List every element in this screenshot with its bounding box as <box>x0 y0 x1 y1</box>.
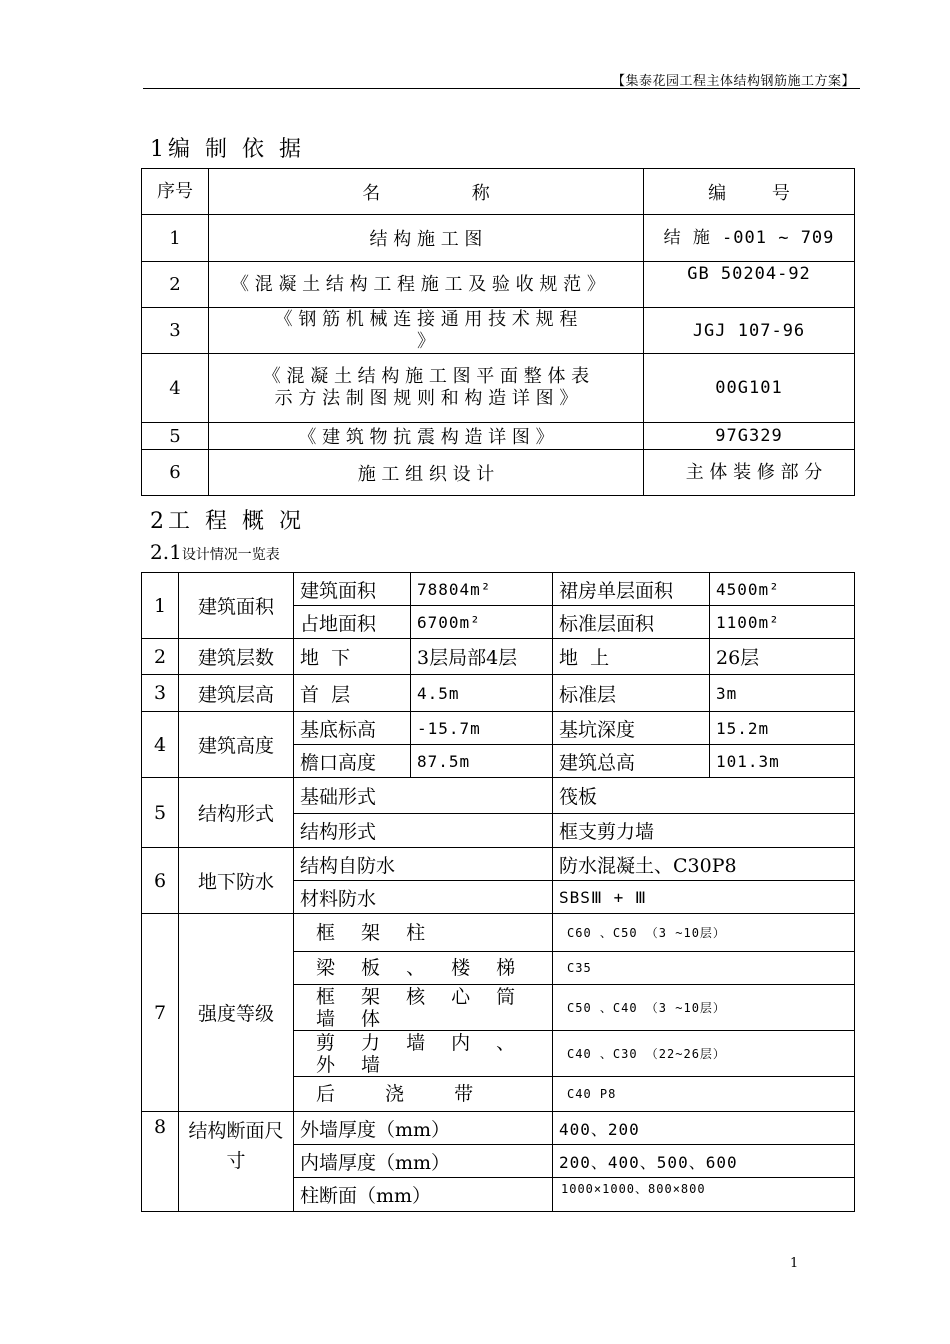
cell-value: 78804m² <box>411 573 553 606</box>
cell-value: C35 <box>553 952 855 985</box>
row-no: 7 <box>142 914 179 1112</box>
section-1-heading: 1编 制 依 据 <box>150 137 305 162</box>
subsection-number: 2.1 <box>150 540 182 564</box>
cell-value: C40 、C30 （22~26层） <box>553 1031 855 1077</box>
cell-label: 标准层面积 <box>553 606 710 639</box>
cell-value: C40 P8 <box>553 1077 855 1112</box>
cell-label: 梁 板 、 楼 梯 <box>294 952 553 985</box>
row-category: 建筑高度 <box>179 712 294 778</box>
row-category: 地下防水 <box>179 848 294 914</box>
cell-label: 框 架 柱 <box>294 914 553 952</box>
row-no: 6 <box>142 848 179 914</box>
row-no: 1 <box>142 573 179 639</box>
row-name: 《 混 凝 土 结 构 工 程 施 工 及 验 收 规 范 》 <box>209 262 644 308</box>
row-no: 1 <box>142 215 209 262</box>
table-row <box>142 450 855 496</box>
row-no: 2 <box>142 639 179 675</box>
cell-label: 剪 力 墙 内 、 外 墙 <box>294 1031 553 1077</box>
cell-value: 200、400、500、600 <box>553 1145 855 1178</box>
cell-value: 1000×1000、800×800 <box>553 1178 855 1212</box>
table-row <box>142 262 855 308</box>
row-code: 结 施 -001 ~ 709 <box>644 215 855 262</box>
cell-value: C60 、C50 （3 ~10层） <box>553 914 855 952</box>
table-row <box>142 573 855 606</box>
table-row <box>142 675 855 712</box>
row-code: 97G329 <box>644 423 855 450</box>
table-header-row <box>142 169 855 215</box>
row-name: 《 建 筑 物 抗 震 构 造 详 图 》 <box>209 423 644 450</box>
cell-value: C50 、C40 （3 ~10层） <box>553 985 855 1031</box>
table-row <box>142 778 855 814</box>
cell-value: 1100m² <box>710 606 855 639</box>
cell-label: 建筑面积 <box>294 573 411 606</box>
section-2-1-heading <box>150 540 280 564</box>
cell-label: 结构形式 <box>294 814 553 848</box>
cell-label: 内墙厚度（mm） <box>294 1145 553 1178</box>
cell-value: 15.2m <box>710 712 855 745</box>
cell-label: 建筑总高 <box>553 745 710 778</box>
cell-label: 结构自防水 <box>294 848 553 881</box>
row-category: 结构形式 <box>179 778 294 848</box>
row-no: 5 <box>142 423 209 450</box>
row-no: 5 <box>142 778 179 848</box>
row-name: 结 构 施 工 图 <box>209 215 644 262</box>
table-row <box>142 848 855 881</box>
cell-value: 6700m² <box>411 606 553 639</box>
row-category: 建筑层数 <box>179 639 294 675</box>
header-rule <box>143 88 860 89</box>
cell-label: 地 上 <box>553 639 710 675</box>
table-row <box>142 423 855 450</box>
cell-label: 后 浇 带 <box>294 1077 553 1112</box>
table-row <box>142 308 855 354</box>
table-row <box>142 1112 855 1145</box>
cell-label: 基坑深度 <box>553 712 710 745</box>
cell-label: 基础形式 <box>294 778 553 814</box>
row-code: 主 体 装 修 部 分 <box>644 450 855 496</box>
cell-label: 首 层 <box>294 675 411 712</box>
subsection-title: 设计情况一览表 <box>181 547 280 563</box>
cell-value: 400、200 <box>553 1112 855 1145</box>
cell-value: -15.7m <box>411 712 553 745</box>
cell-label: 柱断面（mm） <box>294 1178 553 1212</box>
row-category: 强度等级 <box>179 914 294 1112</box>
cell-value: 87.5m <box>411 745 553 778</box>
cell-value: 4.5m <box>411 675 553 712</box>
row-category: 建筑面积 <box>179 573 294 639</box>
row-no: 8 <box>142 1112 179 1212</box>
page-number: 1 <box>790 1256 799 1271</box>
cell-value: 4500m² <box>710 573 855 606</box>
col-header-no: 序号 <box>142 169 209 215</box>
table-row <box>142 215 855 262</box>
table-row <box>142 914 855 952</box>
row-no: 6 <box>142 450 209 496</box>
section-2-heading: 2工 程 概 况 <box>150 509 305 534</box>
cell-label: 占地面积 <box>294 606 411 639</box>
cell-value: 框支剪力墙 <box>553 814 855 848</box>
cell-label: 材料防水 <box>294 881 553 914</box>
cell-label: 外墙厚度（mm） <box>294 1112 553 1145</box>
col-header-name: 名 称 <box>209 169 644 215</box>
row-name: 《 钢 筋 机 械 连 接 通 用 技 术 规 程 》 <box>209 308 644 354</box>
row-name: 施 工 组 织 设 计 <box>209 450 644 496</box>
cell-value: 3m <box>710 675 855 712</box>
col-header-code: 编 号 <box>644 169 855 215</box>
table-row <box>142 712 855 745</box>
row-code: GB 50204-92 <box>644 262 855 308</box>
row-no: 2 <box>142 262 209 308</box>
cell-label: 地 下 <box>294 639 411 675</box>
cell-value: 防水混凝土、C30P8 <box>553 848 855 881</box>
cell-label: 裙房单层面积 <box>553 573 710 606</box>
table-row <box>142 639 855 675</box>
basis-table <box>141 168 855 496</box>
row-category: 结构断面尺寸 <box>179 1112 294 1212</box>
row-name: 《 混 凝 土 结 构 施 工 图 平 面 整 体 表 示 方 法 制 图 规 则 和 构 造 详 图 》 <box>209 354 644 423</box>
row-no: 4 <box>142 712 179 778</box>
cell-value: SBSⅢ + Ⅲ <box>553 881 855 914</box>
cell-value: 26层 <box>710 639 855 675</box>
cell-value: 101.3m <box>710 745 855 778</box>
cell-value: 筏板 <box>553 778 855 814</box>
row-code: JGJ 107-96 <box>644 308 855 354</box>
page-header-title: 【集泰花园工程主体结构钢筋施工方案】 <box>611 74 855 89</box>
cell-label: 檐口高度 <box>294 745 411 778</box>
row-code: 00G101 <box>644 354 855 423</box>
cell-label: 标准层 <box>553 675 710 712</box>
cell-label: 基底标高 <box>294 712 411 745</box>
table-row <box>142 354 855 423</box>
row-category: 建筑层高 <box>179 675 294 712</box>
cell-value: 3层局部4层 <box>411 639 553 675</box>
row-no: 4 <box>142 354 209 423</box>
cell-label: 框 架 核 心 筒 墙 体 <box>294 985 553 1031</box>
row-no: 3 <box>142 308 209 354</box>
design-overview-table <box>141 572 855 1212</box>
row-no: 3 <box>142 675 179 712</box>
